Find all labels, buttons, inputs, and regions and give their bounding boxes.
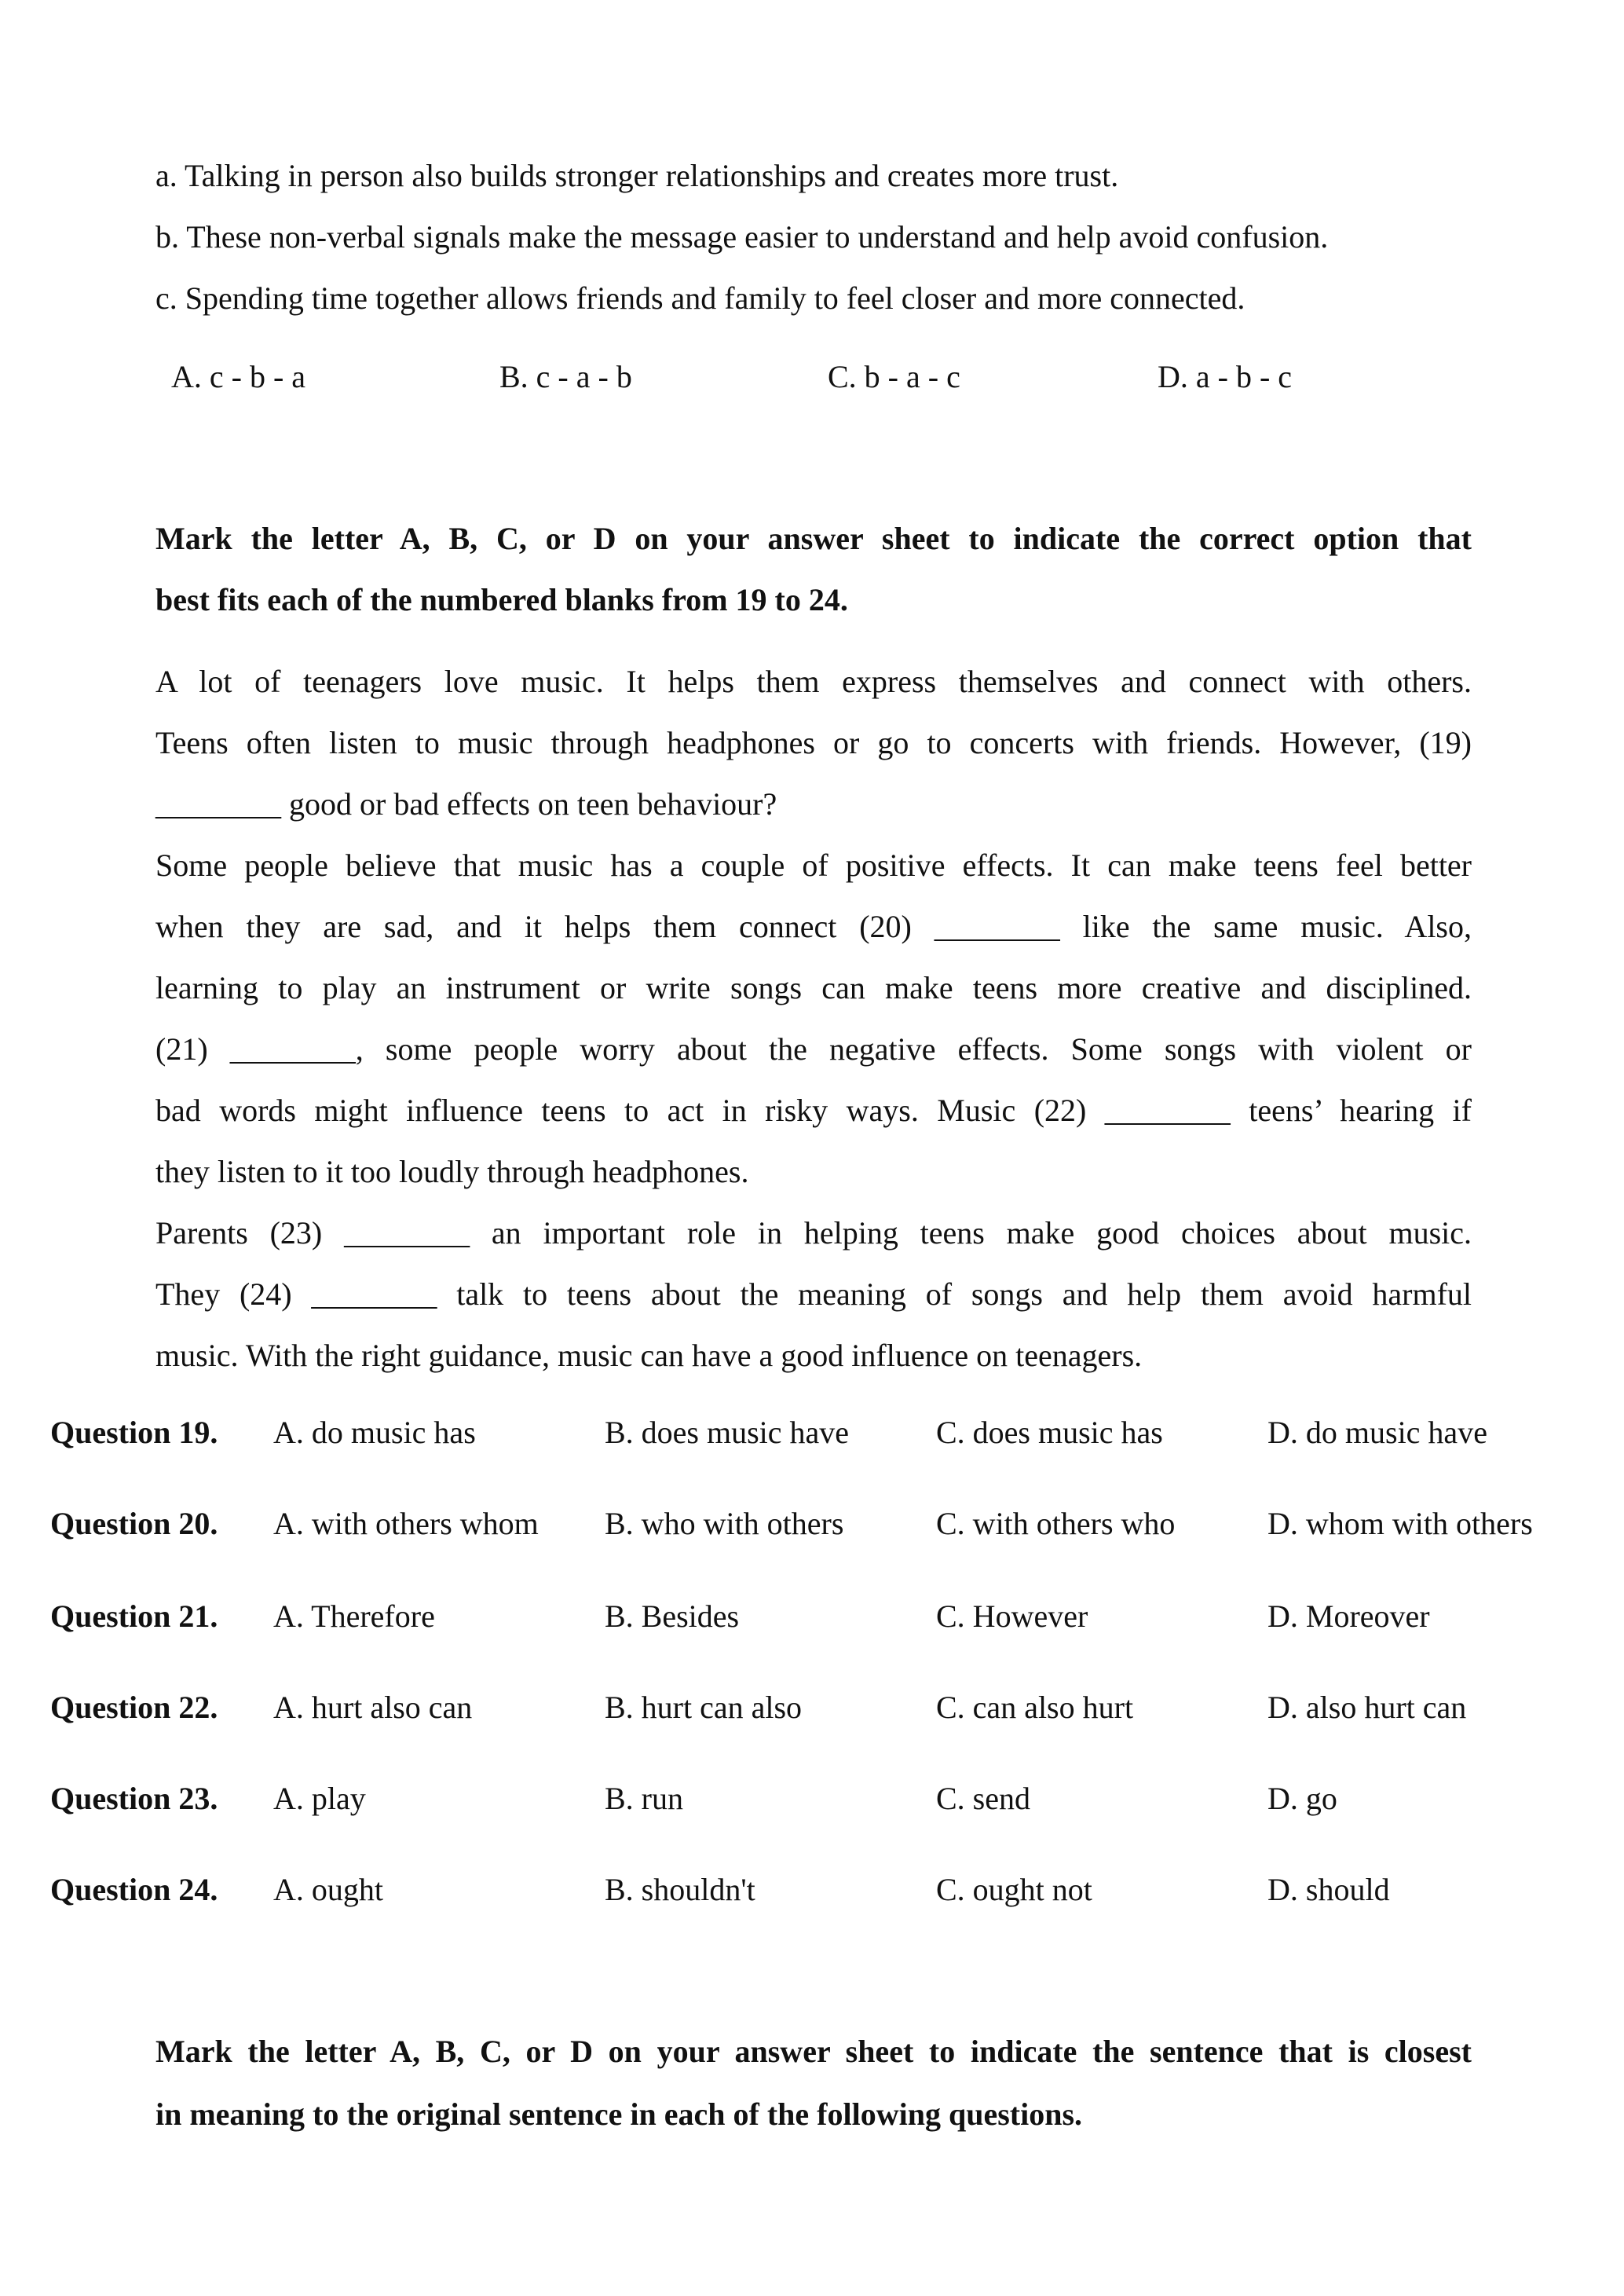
option-a[interactable]: A. with others whom (273, 1506, 539, 1541)
cloze-instruction-line-1: Mark the letter A, B, C, or D on your answer sheet to indicate the correct option that (155, 521, 1472, 556)
option-a[interactable]: A. Therefore (273, 1598, 435, 1634)
option-d[interactable]: D. also hurt can (1267, 1690, 1467, 1725)
passage-line: music. With the right guidance, music can have a good influence on teenagers. (155, 1338, 1143, 1373)
option-a[interactable]: A. play (273, 1781, 366, 1816)
passage-line: learning to play an instrument or write songs can make teens more creative and disciplined. (155, 970, 1472, 1005)
passage-line: when they are sad, and it helps them connect (20) ________ like the same music. Also, (155, 909, 1472, 944)
option-d[interactable]: D. should (1267, 1872, 1390, 1907)
option-d[interactable]: D. go (1267, 1781, 1337, 1816)
ordering-option-c: C. b - a - c (828, 359, 960, 394)
question-label: Question 19. (50, 1415, 218, 1450)
option-c[interactable]: C. ought not (936, 1872, 1092, 1907)
ordering-item-a: a. Talking in person also builds stronger relationships and creates more trust. (155, 158, 1119, 193)
option-c[interactable]: C. However (936, 1598, 1088, 1634)
section-instruction-line-2: in meaning to the original sentence in each of the following questions. (155, 2096, 1083, 2132)
option-b[interactable]: B. who with others (605, 1506, 844, 1541)
passage-line: (21) ________, some people worry about the negative effects. Some songs with violent or (155, 1031, 1472, 1067)
question-label: Question 21. (50, 1598, 218, 1634)
passage-line: Teens often listen to music through headphones or go to concerts with friends. However, (19) (155, 725, 1472, 760)
option-b[interactable]: B. does music have (605, 1415, 850, 1450)
ordering-item-c: c. Spending time together allows friends and family to feel closer and more connected. (155, 280, 1245, 316)
option-d[interactable]: D. do music have (1267, 1415, 1487, 1450)
passage-line: Some people believe that music has a couple of positive effects. It can make teens feel better (155, 848, 1472, 883)
passage-line: A lot of teenagers love music. It helps them express themselves and connect with others. (155, 664, 1472, 699)
question-label: Question 20. (50, 1506, 218, 1541)
ordering-option-a: A. c - b - a (171, 359, 306, 394)
option-c[interactable]: C. send (936, 1781, 1030, 1816)
option-b[interactable]: B. shouldn't (605, 1872, 755, 1907)
option-b[interactable]: B. hurt can also (605, 1690, 803, 1725)
question-label: Question 23. (50, 1781, 218, 1816)
option-a[interactable]: A. ought (273, 1872, 383, 1907)
option-a[interactable]: A. do music has (273, 1415, 476, 1450)
question-label: Question 22. (50, 1690, 218, 1725)
passage-line: They (24) ________ talk to teens about the meaning of songs and help them avoid harmful (155, 1276, 1472, 1312)
question-label: Question 24. (50, 1872, 218, 1907)
option-c[interactable]: C. does music has (936, 1415, 1163, 1450)
passage-line: they listen to it too loudly through headphones. (155, 1154, 749, 1189)
cloze-instruction-line-2: best fits each of the numbered blanks from 19 to 24. (155, 582, 848, 617)
option-d[interactable]: D. whom with others (1267, 1506, 1533, 1541)
passage-line: ________ good or bad effects on teen behaviour? (155, 786, 777, 822)
ordering-option-d: D. a - b - c (1158, 359, 1293, 394)
passage-line: Parents (23) ________ an important role in helping teens make good choices about music. (155, 1215, 1472, 1251)
option-b[interactable]: B. run (605, 1781, 683, 1816)
option-a[interactable]: A. hurt also can (273, 1690, 473, 1725)
ordering-option-b: B. c - a - b (499, 359, 632, 394)
ordering-item-b: b. These non-verbal signals make the message easier to understand and help avoid confusion. (155, 219, 1329, 255)
passage-line: bad words might influence teens to act in risky ways. Music (22) ________ teens’ hearing if (155, 1093, 1472, 1128)
section-instruction-line-1: Mark the letter A, B, C, or D on your answer sheet to indicate the sentence that is closest (155, 2034, 1472, 2069)
option-c[interactable]: C. with others who (936, 1506, 1176, 1541)
option-b[interactable]: B. Besides (605, 1598, 740, 1634)
option-c[interactable]: C. can also hurt (936, 1690, 1134, 1725)
option-d[interactable]: D. Moreover (1267, 1598, 1430, 1634)
